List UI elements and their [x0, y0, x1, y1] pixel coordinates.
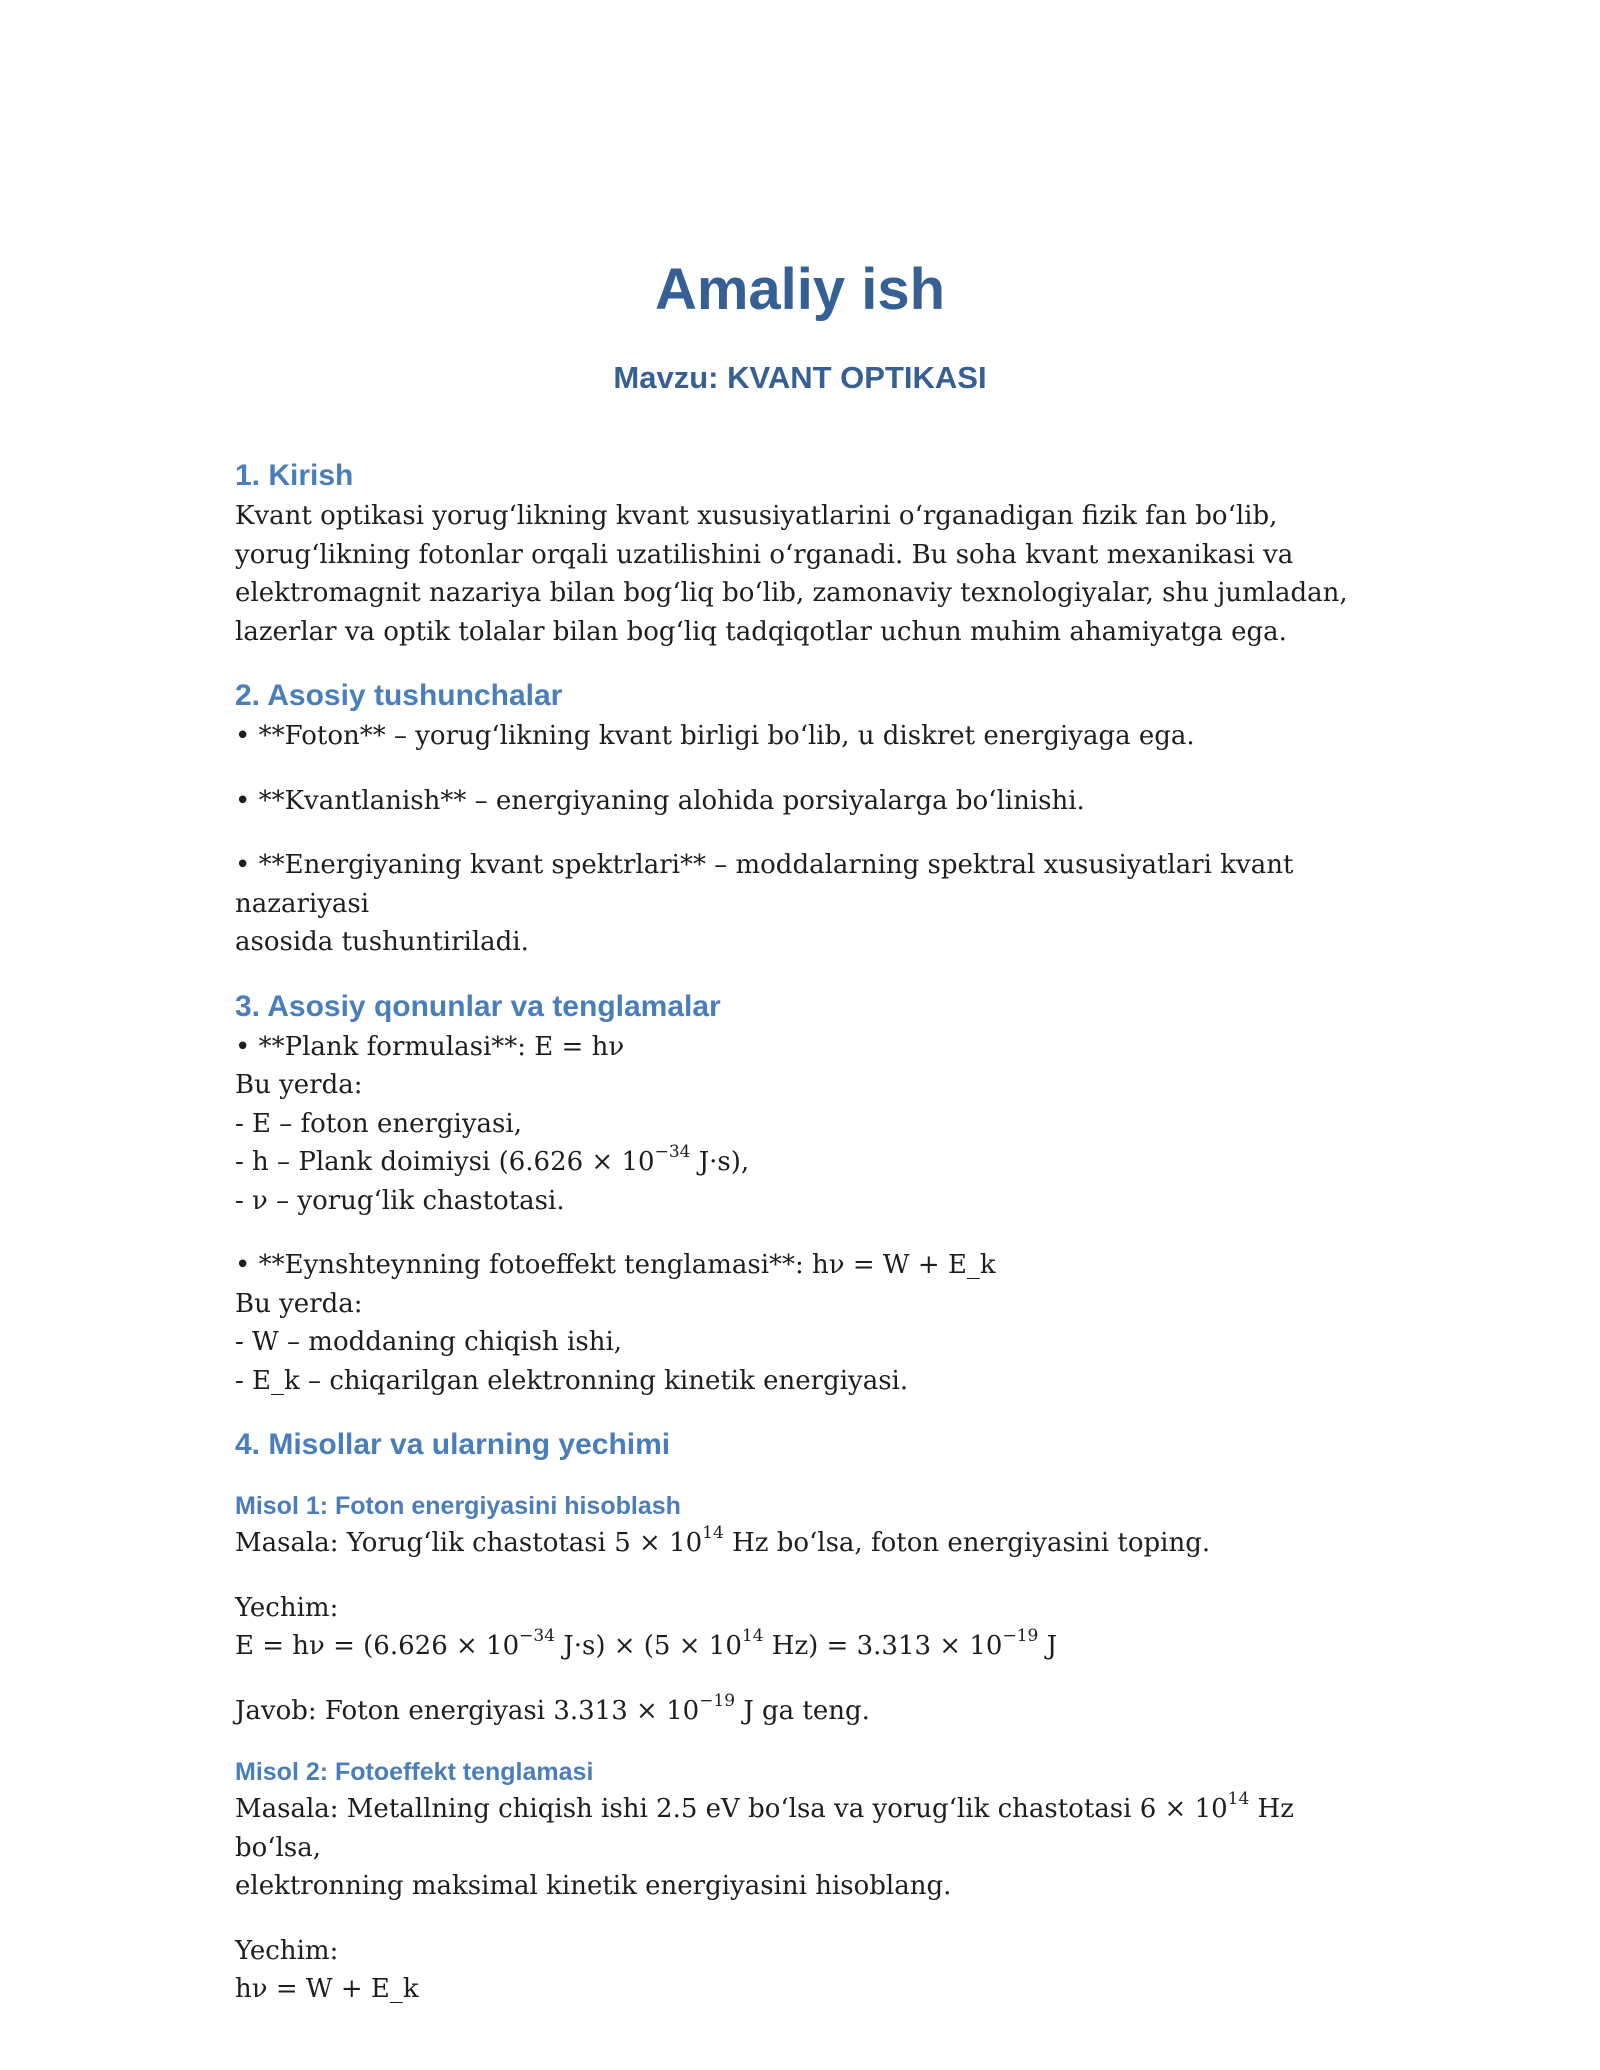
bullet-eynshteyn: • **Eynshteynning fotoeffekt tenglamasi**: hν = W + E_k [235, 1250, 996, 1280]
example-2-equation: hν = W + E_k [235, 1974, 419, 2004]
section-heading-asosiy-tushunchalar: 2. Asosiy tushunchalar [235, 679, 563, 712]
bu-yerda-label: Bu yerda: [235, 1070, 363, 1100]
paragraph-line: lazerlar va optik tolalar bilan bog‘liq tadqiqotlar uchun muhim ahamiyatga ega. [235, 616, 1287, 647]
document-title: Amaliy ish [654, 257, 946, 322]
example-heading-1: Misol 1: Foton energiyasini hisoblash [235, 1492, 681, 1520]
example-2-task: Masala: Metallning chiqish ishi 2.5 eV bo‘lsa va yorug‘lik chastotasi $6 \times 10^{14}$ Hz bo‘lsa, [235, 1789, 1294, 1863]
section-heading-misollar: 4. Misollar va ularning yechimi [235, 1428, 671, 1461]
definition-ek: - E_k – chiqarilgan elektronning kinetik energiyasi. [235, 1365, 909, 1396]
example-1-task: Masala: Yorug‘lik chastotasi $5 \times 10^{14}$ Hz bo‘lsa, foton energiyasini toping. [235, 1523, 1211, 1558]
section-heading-kirish: 1. Kirish [235, 459, 354, 492]
document-subtitle: Mavzu: KVANT OPTIKASI [613, 360, 987, 395]
bullet-foton: • **Foton** – yorug‘likning kvant birligi bo‘lib, u diskret energiyaga ega. [235, 721, 1195, 751]
paragraph-line: yorug‘likning fotonlar orqali uzatilishini o‘rganadi. Bu soha kvant mexanikasi va [235, 539, 1294, 570]
yechim-label: Yechim: [235, 1935, 339, 1966]
bullet-spektrlar-cont: asosida tushuntiriladi. [235, 927, 529, 957]
bullet-kvantlanish: • **Kvantlanish** – energiyaning alohida porsiyalarga bo‘linishi. [235, 785, 1085, 816]
definition-nu: - ν – yorug‘lik chastotasi. [235, 1185, 565, 1216]
definition-w: - W – moddaning chiqish ishi, [235, 1327, 623, 1357]
yechim-label: Yechim: [235, 1592, 339, 1623]
example-1-answer: Javob: Foton energiyasi $3.313 \times 10^{-19}$ J ga teng. [235, 1690, 870, 1726]
example-heading-2: Misol 2: Fotoeffekt tenglamasi [235, 1758, 594, 1786]
example-2-task-cont: elektronning maksimal kinetik energiyasini hisoblang. [235, 1871, 952, 1901]
paragraph-line: Kvant optikasi yorug‘likning kvant xususiyatlarini o‘rganadigan fizik fan bo‘lib, [235, 501, 1278, 531]
definition-h: - h – Plank doimiysi ($6.626 \times 10^{-34}$ J·s), [235, 1142, 750, 1177]
example-1-solution: $E = h\nu = (6.626 \times 10^{-34}$ $J\cdot s) \times (5 \times 10^{14}$ $Hz) = 3.313 \times 10^{-19}$ J [235, 1626, 1058, 1661]
definition-e: - E – foton energiyasi, [235, 1108, 522, 1139]
document-body [235, 250, 1365, 2009]
bullet-spektrlar: • **Energiyaning kvant spektrlari** – moddalarning spektral xususiyatlari kvant nazariyasi [235, 850, 1294, 919]
paragraph-line: elektromagnit nazariya bilan bog‘liq bo‘lib, zamonaviy texnologiyalar, shu jumladan, [235, 578, 1348, 608]
bullet-plank: • **Plank formulasi**: E = hν [235, 1031, 625, 1062]
bu-yerda-label: Bu yerda: [235, 1288, 363, 1319]
section-heading-qonunlar: 3. Asosiy qonunlar va tenglamalar [235, 989, 721, 1023]
